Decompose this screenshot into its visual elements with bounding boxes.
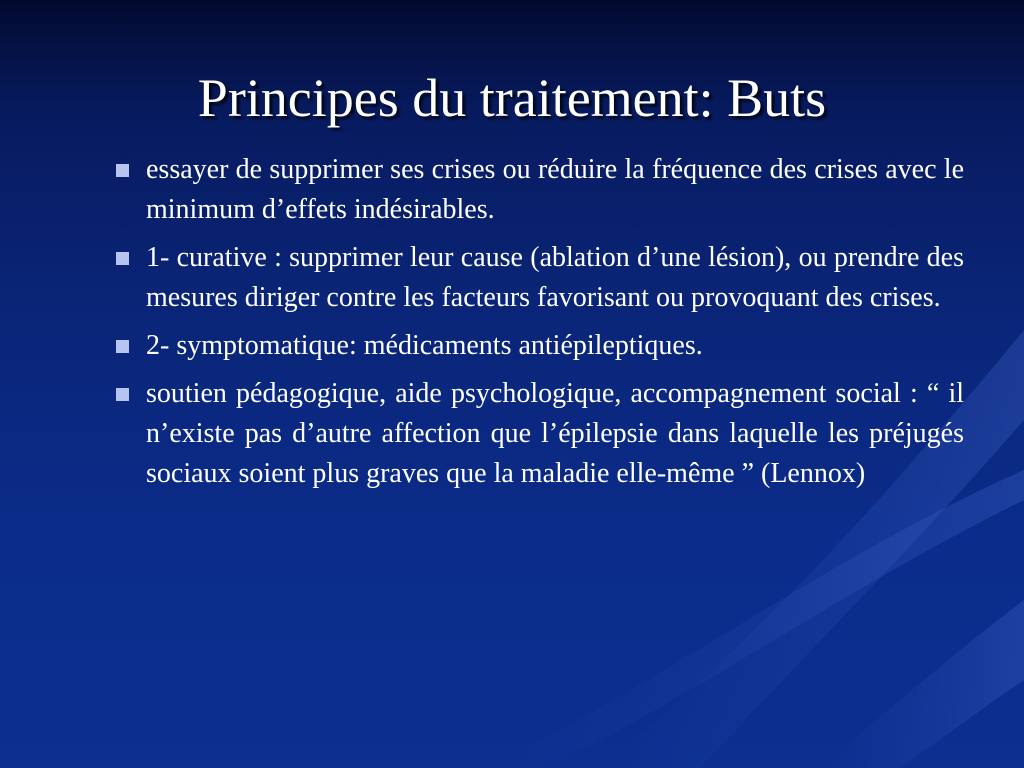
- bullet-item: [114, 150, 964, 230]
- square-bullet-icon: [116, 164, 129, 177]
- bullet-text: 2- symptomatique: médicaments antiépileptiques.: [146, 330, 703, 361]
- bullet-item: [114, 326, 964, 366]
- slide-title: Principes du traitement: Buts: [197, 68, 827, 128]
- bullet-item: [114, 374, 964, 494]
- bullet-text: 1- curative : supprimer leur cause (ablation d’une lésion), ou prendre des mesures diriger contre les facteurs favorisant ou provoquant des crises.: [146, 242, 964, 313]
- square-bullet-icon: [116, 388, 129, 401]
- bullet-list: [114, 150, 964, 502]
- bullet-item: [114, 238, 964, 318]
- bullet-text: essayer de supprimer ses crises ou réduire la fréquence des crises avec le minimum d’effets indésirables.: [146, 154, 964, 225]
- square-bullet-icon: [116, 252, 129, 265]
- square-bullet-icon: [116, 340, 129, 353]
- bullet-text: soutien pédagogique, aide psychologique, accompagnement social : “ il n’existe pas d’autre affection que l’épilepsie dans laquelle les préjugés sociaux soient plus graves que la maladie elle-même ” (Lennox): [146, 378, 964, 489]
